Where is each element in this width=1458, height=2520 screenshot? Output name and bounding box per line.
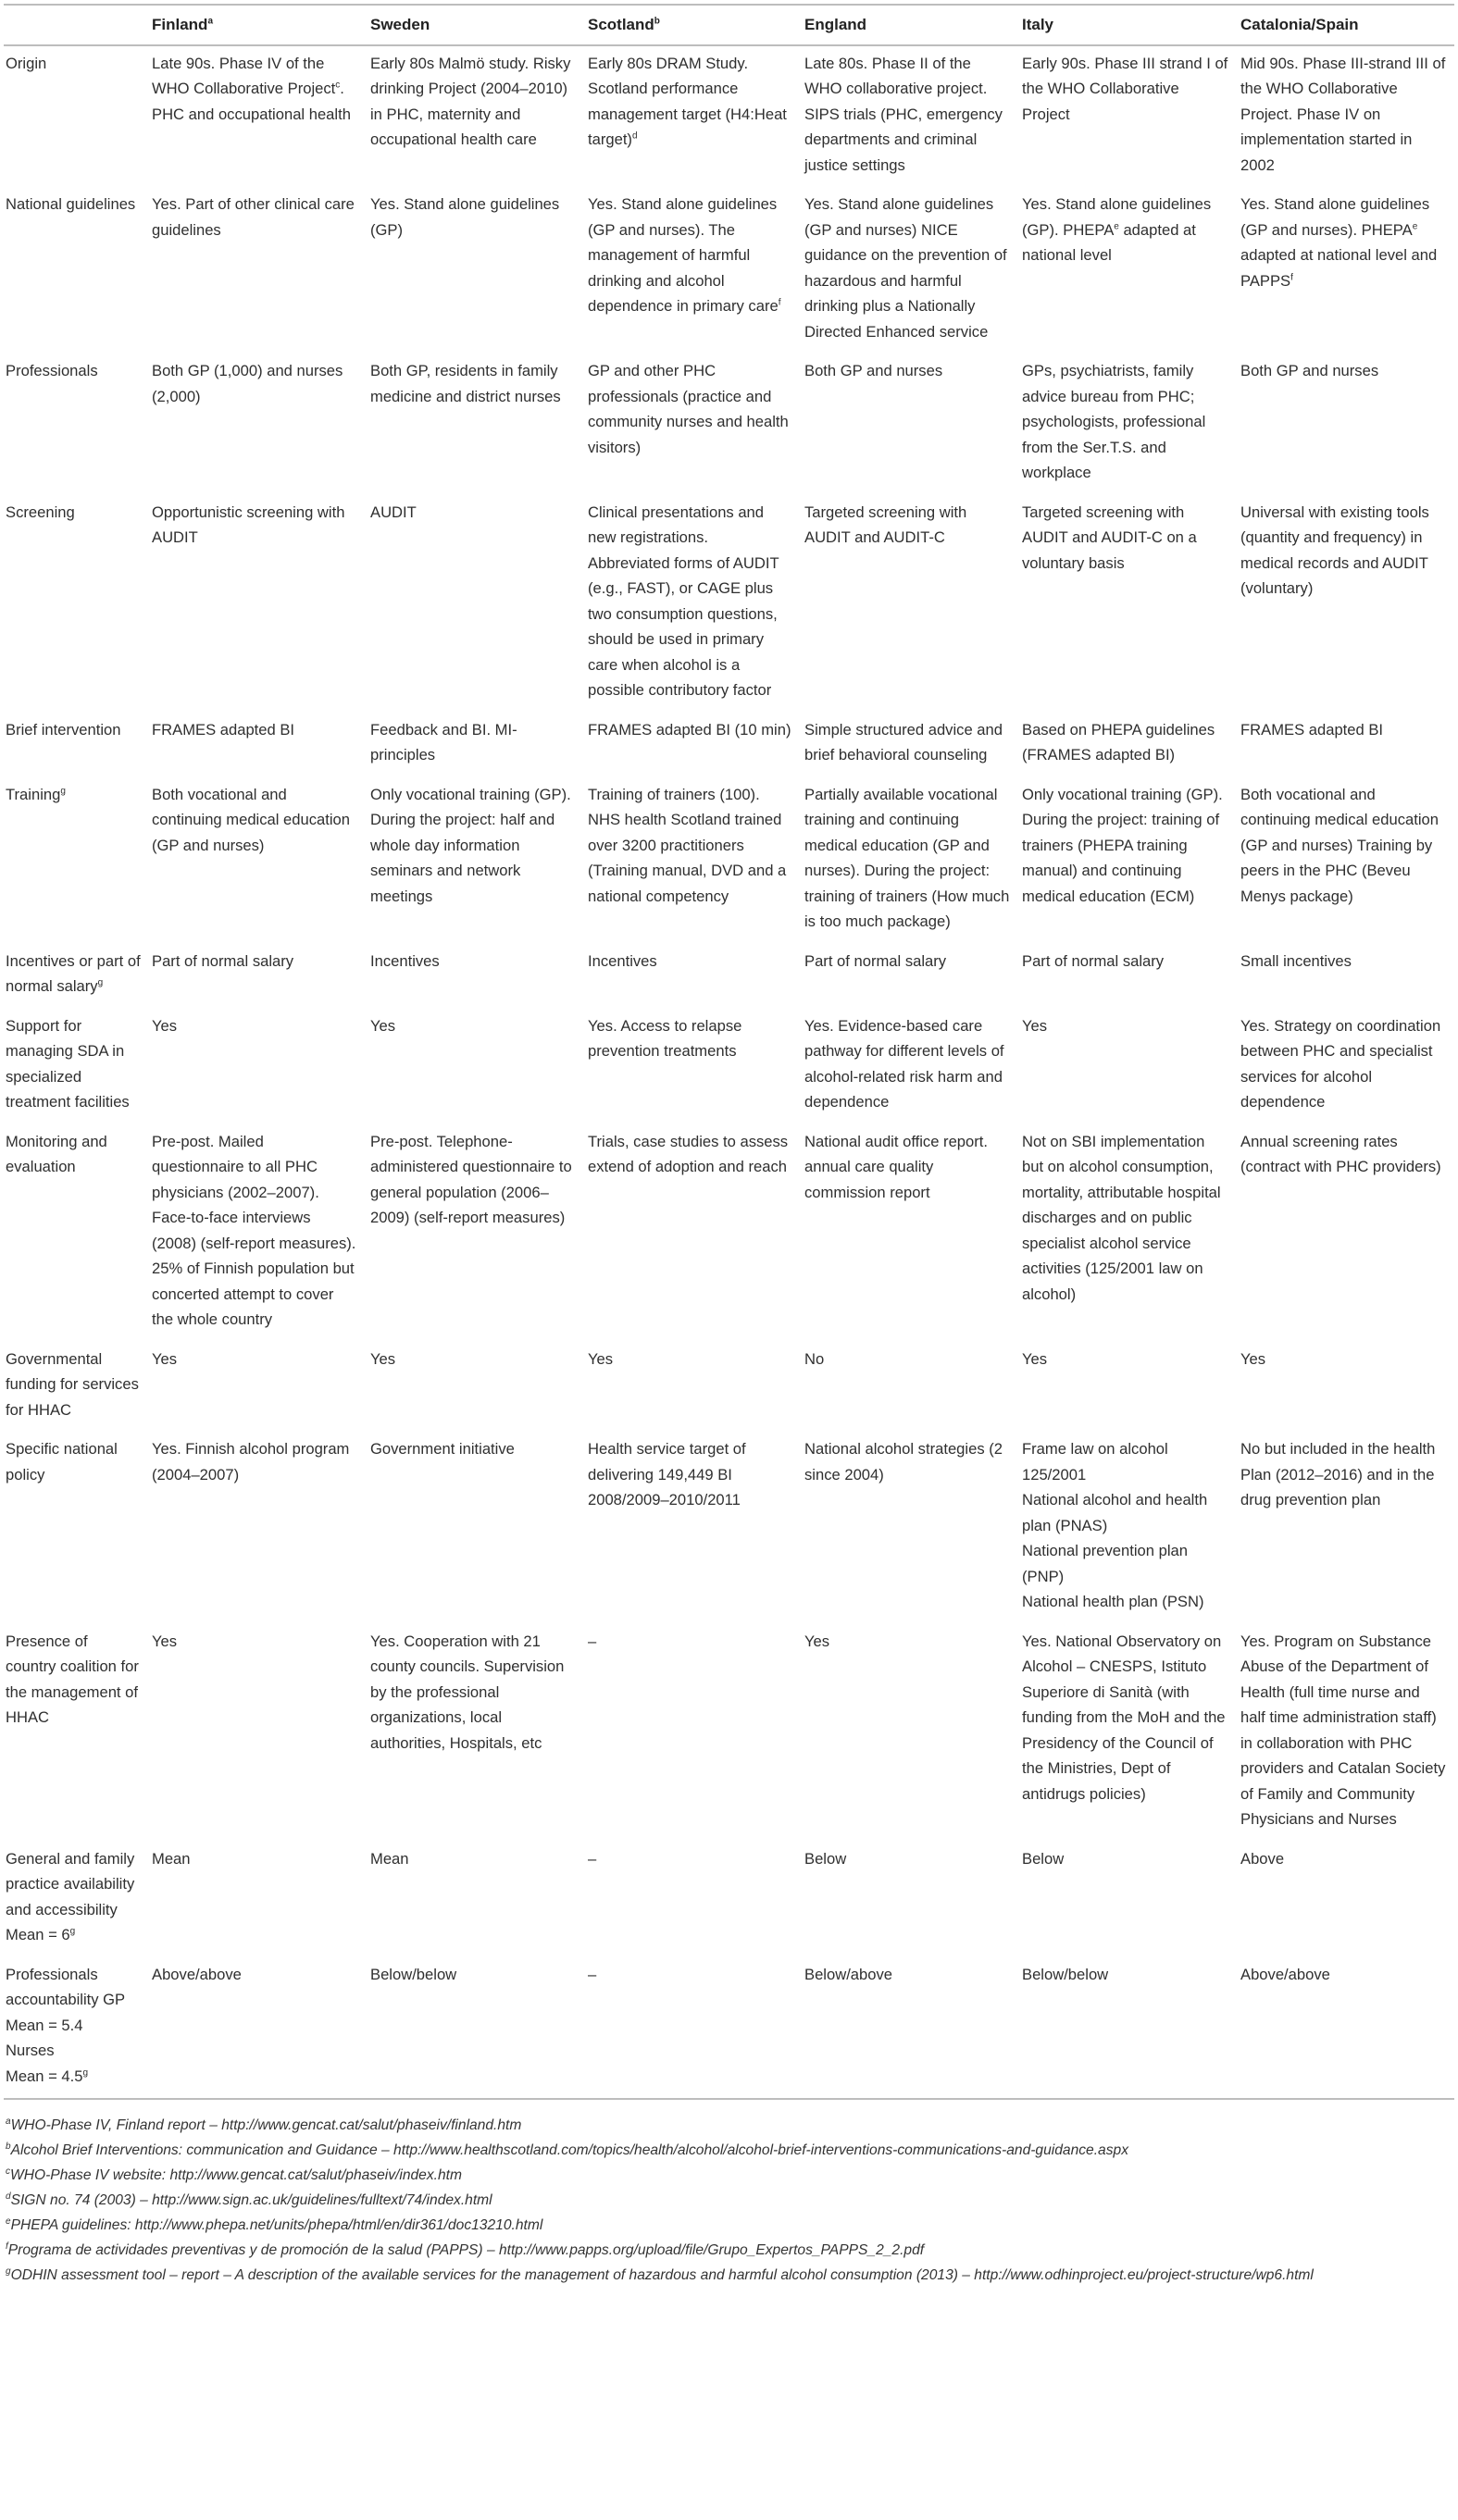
table-cell: Both vocational and continuing medical education (GP and nurses) Training by peers in the PHC (Beveu Menys package) [1240, 785, 1439, 905]
column-header-label: Catalonia/Spain [1240, 16, 1359, 33]
table-cell: Part of normal salary [152, 951, 294, 970]
table-cell: Yes. Stand alone guidelines (GP). PHEPA$^e$ adapted at national level [1022, 195, 1212, 264]
table-cell: Above/above [146, 1957, 365, 2100]
footnote-marker: e [6, 2216, 11, 2227]
row-header: National guidelines [6, 195, 136, 213]
table-cell: Below/below [1016, 1957, 1235, 2100]
table-cell: Early 90s. Phase III strand I of the WHO Collaborative Project [1022, 54, 1228, 123]
table-cell: Yes [152, 1016, 178, 1035]
footnote-marker: a [6, 2116, 11, 2127]
table-cell: Late 80s. Phase II of the WHO collaborative project. SIPS trials (PHC, emergency departments and criminal justice settings [804, 54, 1003, 174]
table-cell: Targeted screening with AUDIT and AUDIT-C on a voluntary basis [1022, 503, 1197, 572]
table-cell: Yes. Access to relapse prevention treatments [588, 1016, 742, 1060]
table-cell: Yes. Stand alone guidelines (GP) [370, 195, 560, 239]
table-cell: Above/above [1235, 1957, 1454, 2100]
row-header: Professionals [6, 362, 98, 379]
table-cell: Part of normal salary [1022, 951, 1165, 970]
table-cell: Mean [152, 1849, 191, 1868]
table-cell: Mid 90s. Phase III-strand III of the WHO Collaborative Project. Phase IV on implementation started in 2002 [1240, 54, 1446, 174]
row-header: Monitoring and evaluation [6, 1132, 107, 1175]
cell-line: Nurses [6, 2042, 55, 2059]
footnote-marker: b [654, 16, 660, 27]
table-cell: Part of normal salary [804, 951, 947, 970]
table-cell: Small incentives [1240, 951, 1352, 970]
table-cell: – [588, 1632, 597, 1650]
footnote-marker: c [6, 2166, 10, 2177]
table-row-national-guidelines [4, 187, 1454, 354]
table-cell: Yes. Part of other clinical care guidelines [152, 195, 355, 239]
column-header-catalonia-spain [1235, 5, 1454, 45]
table-cell: Both vocational and continuing medical education (GP and nurses) [152, 785, 351, 854]
table-cell: Early 80s Malmö study. Risky drinking Project (2004–2010) in PHC, maternity and occupational health care [370, 54, 571, 148]
table-cell: Only vocational training (GP). During the project: training of trainers (PHEPA training manual) and continuing medical education (ECM) [1022, 785, 1223, 905]
footnote-g [6, 2263, 1454, 2288]
table-cell: Below [1022, 1849, 1065, 1868]
table-row-support-sda [4, 1009, 1454, 1124]
footnotes [4, 2113, 1454, 2288]
column-header-label: Finland [152, 16, 208, 33]
table-cell: Universal with existing tools (quantity and frequency) in medical records and AUDIT (voluntary) [1240, 503, 1429, 597]
table-cell: Both GP and nurses [1240, 362, 1379, 379]
footnote-text: Alcohol Brief Interventions: communication and Guidance – http://www.healthscotland.com/topics/health/alcohol/alcohol-brief-interventions-communications-and-guidance.aspx [10, 2142, 1128, 2158]
table-cell: Pre-post. Mailed questionnaire to all PHC physicians (2002–2007). Face-to-face interviews (2008) (self-report measures). 25% of Finnish population but concerted attempt to cover the whole country [152, 1132, 356, 1328]
services-comparison-table [4, 4, 1454, 2100]
table-cell: Yes [1022, 1016, 1048, 1035]
table-cell: GP and other PHC professionals (practice and community nurses and health visitors) [588, 362, 789, 456]
footnote-d [6, 2188, 1454, 2213]
table-row-screening [4, 495, 1454, 713]
table-row-accountability [4, 1957, 1454, 2100]
table-cell: Clinical presentations and new registrations. Abbreviated forms of AUDIT (e.g., FAST), or CAGE plus two consumption questions, should be used in primary care when alcohol is a possible contributory factor [588, 503, 779, 699]
footnote-marker: d [631, 130, 638, 142]
table-row-country-coalition [4, 1624, 1454, 1842]
row-header: Incentives or part of normal salary$^g$ [6, 951, 141, 995]
footnote-marker: f [1290, 271, 1293, 282]
column-header-italy [1016, 5, 1235, 45]
table-cell: Above [1240, 1849, 1285, 1868]
table-cell: Annual screening rates (contract with PHC providers) [1240, 1132, 1441, 1175]
footnote-c [6, 2163, 1454, 2188]
table-cell: Health service target of delivering 149,449 BI 2008/2009–2010/2011 [588, 1440, 746, 1508]
table-cell: Yes [588, 1349, 614, 1368]
table-row-training [4, 777, 1454, 944]
table-cell: FRAMES adapted BI (10 min) [588, 720, 791, 739]
table-row-monitoring [4, 1124, 1454, 1342]
cell-line: National alcohol and health plan (PNAS) [1022, 1491, 1208, 1534]
table-cell: Both GP and nurses [804, 362, 943, 379]
table-cell: AUDIT [370, 503, 417, 521]
table-cell: FRAMES adapted BI [1240, 720, 1384, 739]
table-cell: – [588, 1849, 597, 1868]
table-row-brief-intervention [4, 713, 1454, 777]
footnote-marker: g [69, 1926, 76, 1937]
table-cell: Yes. Stand alone guidelines (GP and nurses). The management of harmful drinking and alcohol dependence in primary care$^f$ [588, 195, 781, 315]
table-cell: – [582, 1957, 799, 2100]
column-header-finland [146, 5, 365, 45]
table-cell: Incentives [588, 951, 657, 970]
row-header: Screening [6, 503, 75, 521]
table-cell: No but included in the health Plan (2012–2016) and in the drug prevention plan [1240, 1440, 1436, 1508]
footnote-marker: g [6, 2266, 11, 2277]
column-header-label: Scotland [588, 16, 654, 33]
table-cell: Yes [370, 1349, 396, 1368]
table-cell: Opportunistic screening with AUDIT [152, 503, 345, 546]
table-cell: National alcohol strategies (2 since 2004) [804, 1440, 1003, 1483]
row-header: Support for managing SDA in specialized treatment facilities [6, 1016, 130, 1111]
table-row-national-policy [4, 1432, 1454, 1624]
table-cell: Yes. Finnish alcohol program (2004–2007) [152, 1440, 350, 1483]
row-header [4, 1957, 146, 2100]
cell-line: National prevention plan (PNP) [1022, 1542, 1188, 1585]
table-cell: GPs, psychiatrists, family advice bureau from PHC; psychologists, professional from the Ser.T.S. and workplace [1022, 362, 1206, 481]
footnote-marker: c [335, 80, 341, 91]
cell-line: Frame law on alcohol 125/2001 [1022, 1440, 1168, 1483]
column-header-label: England [804, 16, 867, 33]
table-cell: Both GP (1,000) and nurses (2,000) [152, 362, 343, 405]
table-cell: Yes. National Observatory on Alcohol – CNESPS, Istituto Superiore di Sanità (with funding from the MoH and the Presidency of the Council of the Ministries, Dept of antidrugs policies) [1022, 1632, 1226, 1803]
table-cell: Yes [1022, 1349, 1048, 1368]
table-cell: Government initiative [370, 1440, 515, 1458]
table-cell: Yes [804, 1632, 830, 1650]
table-cell: Yes. Cooperation with 21 county councils. Supervision by the professional organizations, local authorities, Hospitals, etc [370, 1632, 565, 1752]
row-header: General and family practice availability and accessibility Mean = $6^g$ [6, 1849, 135, 1943]
table-cell: National audit office report. annual care quality commission report [804, 1132, 989, 1201]
footnote-marker: g [97, 977, 104, 988]
footnote-marker: g [82, 2067, 89, 2078]
table-cell: Pre-post. Telephone-administered questionnaire to general population (2006–2009) (self-report measures) [370, 1132, 572, 1226]
column-header-sweden [365, 5, 582, 45]
footnote-text: Programa de actividades preventivas y de promoción de la salud (PAPPS) – http://www.papps.org/upload/file/Grupo_Expertos_PAPPS_2_2.pdf [7, 2242, 925, 2258]
footnote-marker: e [1412, 220, 1418, 231]
column-header-scotland [582, 5, 799, 45]
table-cell: Late 90s. Phase IV of the WHO Collaborative Project$^c$. PHC and occupational health [152, 54, 351, 123]
row-header: Origin [6, 54, 47, 72]
table-cell: Yes. Strategy on coordination between PHC and specialist services for alcohol dependence [1240, 1016, 1441, 1111]
table-cell: Trials, case studies to assess extend of adoption and reach [588, 1132, 789, 1175]
footnote-marker: d [6, 2191, 11, 2202]
cell-line: National health plan (PSN) [1022, 1593, 1204, 1610]
table-row-governmental-funding [4, 1342, 1454, 1433]
table-cell: Targeted screening with AUDIT and AUDIT-C [804, 503, 967, 546]
header-row [4, 5, 1454, 45]
row-header: Governmental funding for services for HHAC [6, 1349, 139, 1419]
footnote-marker: f [778, 297, 781, 308]
table-cell: Based on PHEPA guidelines (FRAMES adapted BI) [1022, 720, 1215, 763]
table-cell: Both GP, residents in family medicine and district nurses [370, 362, 561, 405]
row-header: Brief intervention [6, 720, 121, 739]
table-cell: Not on SBI implementation but on alcohol consumption, mortality, attributable hospital discharges and on public specialist alcohol service activities (125/2001 law on alcohol) [1022, 1132, 1221, 1303]
table-row-professionals [4, 354, 1454, 495]
table-cell: Yes [152, 1632, 178, 1650]
table-cell: No [804, 1349, 825, 1368]
column-header-england [799, 5, 1016, 45]
table-cell: Incentives [370, 951, 440, 970]
table-cell: Below/below [365, 1957, 582, 2100]
footnote-text: WHO-Phase IV, Finland report – http://www.gencat.cat/salut/phaseiv/finland.htm [10, 2117, 522, 2133]
footnote-marker: a [207, 16, 214, 27]
table-cell: Below/above [799, 1957, 1016, 2100]
cell-line: Professionals accountability GP [6, 1965, 126, 2008]
footnote-f [6, 2238, 1454, 2263]
footnote-marker: g [60, 785, 66, 796]
row-header: Presence of country coalition for the management of HHAC [6, 1632, 139, 1726]
table-body [4, 45, 1454, 2100]
column-header-label: Sweden [370, 16, 430, 33]
footnote-marker: e [1114, 220, 1119, 231]
table-cell: Yes [1240, 1349, 1266, 1368]
footnote-a [6, 2113, 1454, 2138]
footnote-marker: b [6, 2141, 11, 2152]
table-cell: Yes. Stand alone guidelines (GP and nurses). PHEPA$^e$ adapted at national level and PAPPS$^f$ [1240, 195, 1438, 290]
table-cell: FRAMES adapted BI [152, 720, 295, 739]
table-cell: Yes. Evidence-based care pathway for different levels of alcohol-related risk harm and dependence [804, 1016, 1004, 1111]
table-row-incentives [4, 944, 1454, 1009]
cell-line: Mean = 4.5$^g$ [6, 2067, 89, 2085]
table-cell: Below [804, 1849, 847, 1868]
table-cell: Partially available vocational training and continuing medical education (GP and nurses). During the project: training of trainers (How much is too much package) [804, 785, 1010, 930]
column-header-label: Italy [1022, 16, 1054, 33]
table-cell: Simple structured advice and brief behavioral counseling [804, 720, 1003, 763]
table-cell: Yes [152, 1349, 178, 1368]
table-cell: Mean [370, 1849, 409, 1868]
footnote-text: PHEPA guidelines: http://www.phepa.net/units/phepa/html/en/dir361/doc13210.html [10, 2217, 543, 2233]
table-cell: Training of trainers (100). NHS health Scotland trained over 3200 practitioners (Training manual, DVD and a national competency [588, 785, 787, 905]
table-row-origin [4, 45, 1454, 188]
table-cell: Early 80s DRAM Study. Scotland performance management target (H4:Heat target)$^d$ [588, 54, 787, 148]
table-cell: Yes [370, 1016, 396, 1035]
footnote-b [6, 2138, 1454, 2163]
table-cell [1016, 1432, 1235, 1624]
table-row-practice-availability [4, 1842, 1454, 1957]
footnote-text: SIGN no. 74 (2003) – http://www.sign.ac.uk/guidelines/fulltext/74/index.html [10, 2192, 492, 2208]
footnote-marker: f [6, 2241, 8, 2252]
column-header-empty [4, 5, 146, 45]
table-header [4, 5, 1454, 45]
row-header: Specific national policy [6, 1440, 118, 1483]
table-cell: Yes. Stand alone guidelines (GP and nurses) NICE guidance on the prevention of hazardous and harmful drinking plus a Nationally Directed Enhanced service [804, 195, 1007, 341]
table-cell: Yes. Program on Substance Abuse of the Department of Health (full time nurse and half time administration staff) in collaboration with PHC providers and Catalan Society of Family and Community Physicians and Nurses [1240, 1632, 1446, 1828]
table-cell: Feedback and BI. MI-principles [370, 720, 517, 763]
cell-line: Mean = 5.4 [6, 2016, 83, 2034]
footnote-text: WHO-Phase IV website: http://www.gencat.cat/salut/phaseiv/index.htm [10, 2167, 462, 2183]
row-header: Training$^g$ [6, 785, 66, 803]
footnote-text: ODHIN assessment tool – report – A description of the available services for the management of hazardous and harmful alcohol consumption (2013) – http://www.odhinproject.eu/project-structure/wp6.html [10, 2267, 1314, 2283]
footnote-e [6, 2213, 1454, 2238]
table-cell: Only vocational training (GP). During the project: half and whole day information seminars and network meetings [370, 785, 571, 905]
